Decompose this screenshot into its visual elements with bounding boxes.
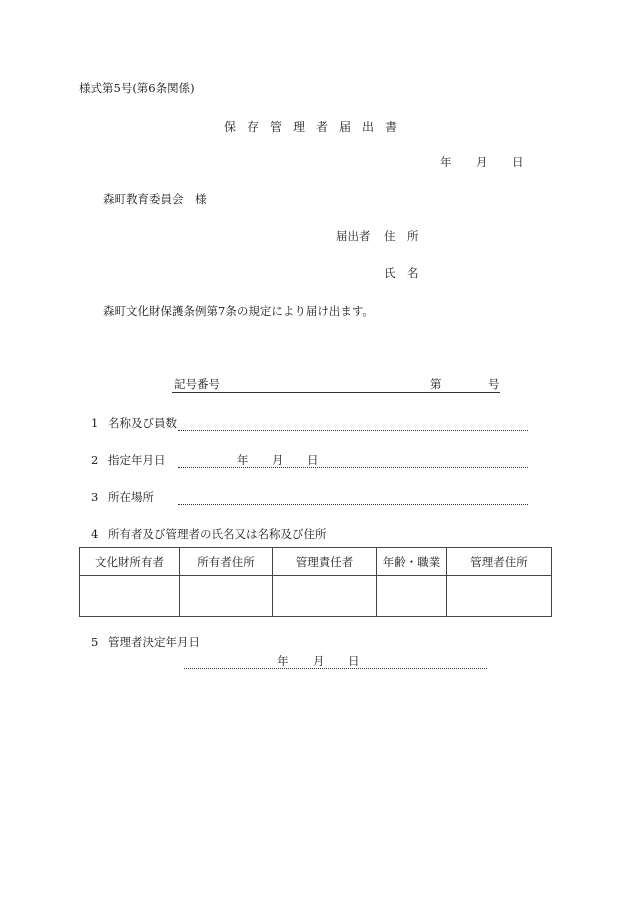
item-label: 所在場所 xyxy=(108,490,154,504)
table-header-row xyxy=(80,548,552,576)
date-day: 日 xyxy=(512,155,524,169)
record-label: 記号番号 xyxy=(174,377,220,391)
table-header-cell: 管理責任者 xyxy=(273,548,377,576)
item-label: 指定年月日 xyxy=(108,453,166,467)
designation-month: 月 xyxy=(272,453,284,467)
item-number: 2 xyxy=(91,453,99,467)
table-header-cell: 管理者住所 xyxy=(447,548,552,576)
record-underline xyxy=(172,392,500,393)
item-label: 所有者及び管理者の氏名又は名称及び住所 xyxy=(108,527,327,541)
item-label: 管理者決定年月日 xyxy=(108,635,200,649)
table-cell xyxy=(447,576,552,617)
applicant-name-label: 氏 名 xyxy=(384,266,419,280)
table-header-cell: 年齢・職業 xyxy=(377,548,447,576)
table-header-cell: 所有者住所 xyxy=(180,548,273,576)
addressee: 森町教育委員会 様 xyxy=(103,192,207,206)
table-cell xyxy=(180,576,273,617)
applicant-label: 届出者 xyxy=(336,229,371,243)
table-row xyxy=(80,576,552,617)
date-year: 年 xyxy=(440,155,452,169)
item-2-fill-line xyxy=(178,467,528,468)
decision-year: 年 xyxy=(277,654,289,668)
applicant-address-label: 住 所 xyxy=(384,229,419,243)
item-3-fill-line xyxy=(178,504,528,505)
record-go: 号 xyxy=(488,377,500,391)
decision-month: 月 xyxy=(313,654,325,668)
item-label: 名称及び員数 xyxy=(108,416,177,430)
date-month: 月 xyxy=(476,155,488,169)
document-title: 保存管理者届出書 xyxy=(224,120,409,134)
item-number: 1 xyxy=(91,416,99,430)
item-number: 5 xyxy=(91,635,99,649)
designation-year: 年 xyxy=(237,453,249,467)
item-number: 4 xyxy=(91,527,99,541)
item-1-fill-line xyxy=(178,430,528,431)
statement: 森町文化財保護条例第7条の規定により届け出ます。 xyxy=(103,304,374,318)
table-header-cell: 文化財所有者 xyxy=(80,548,180,576)
owner-manager-table xyxy=(79,547,552,617)
item-5-fill-line xyxy=(184,668,487,669)
decision-day: 日 xyxy=(348,654,360,668)
designation-day: 日 xyxy=(307,453,319,467)
form-number: 様式第5号(第6条関係) xyxy=(79,81,195,95)
record-dai: 第 xyxy=(430,377,442,391)
table-cell xyxy=(273,576,377,617)
table-cell xyxy=(377,576,447,617)
table-cell xyxy=(80,576,180,617)
item-number: 3 xyxy=(91,490,99,504)
